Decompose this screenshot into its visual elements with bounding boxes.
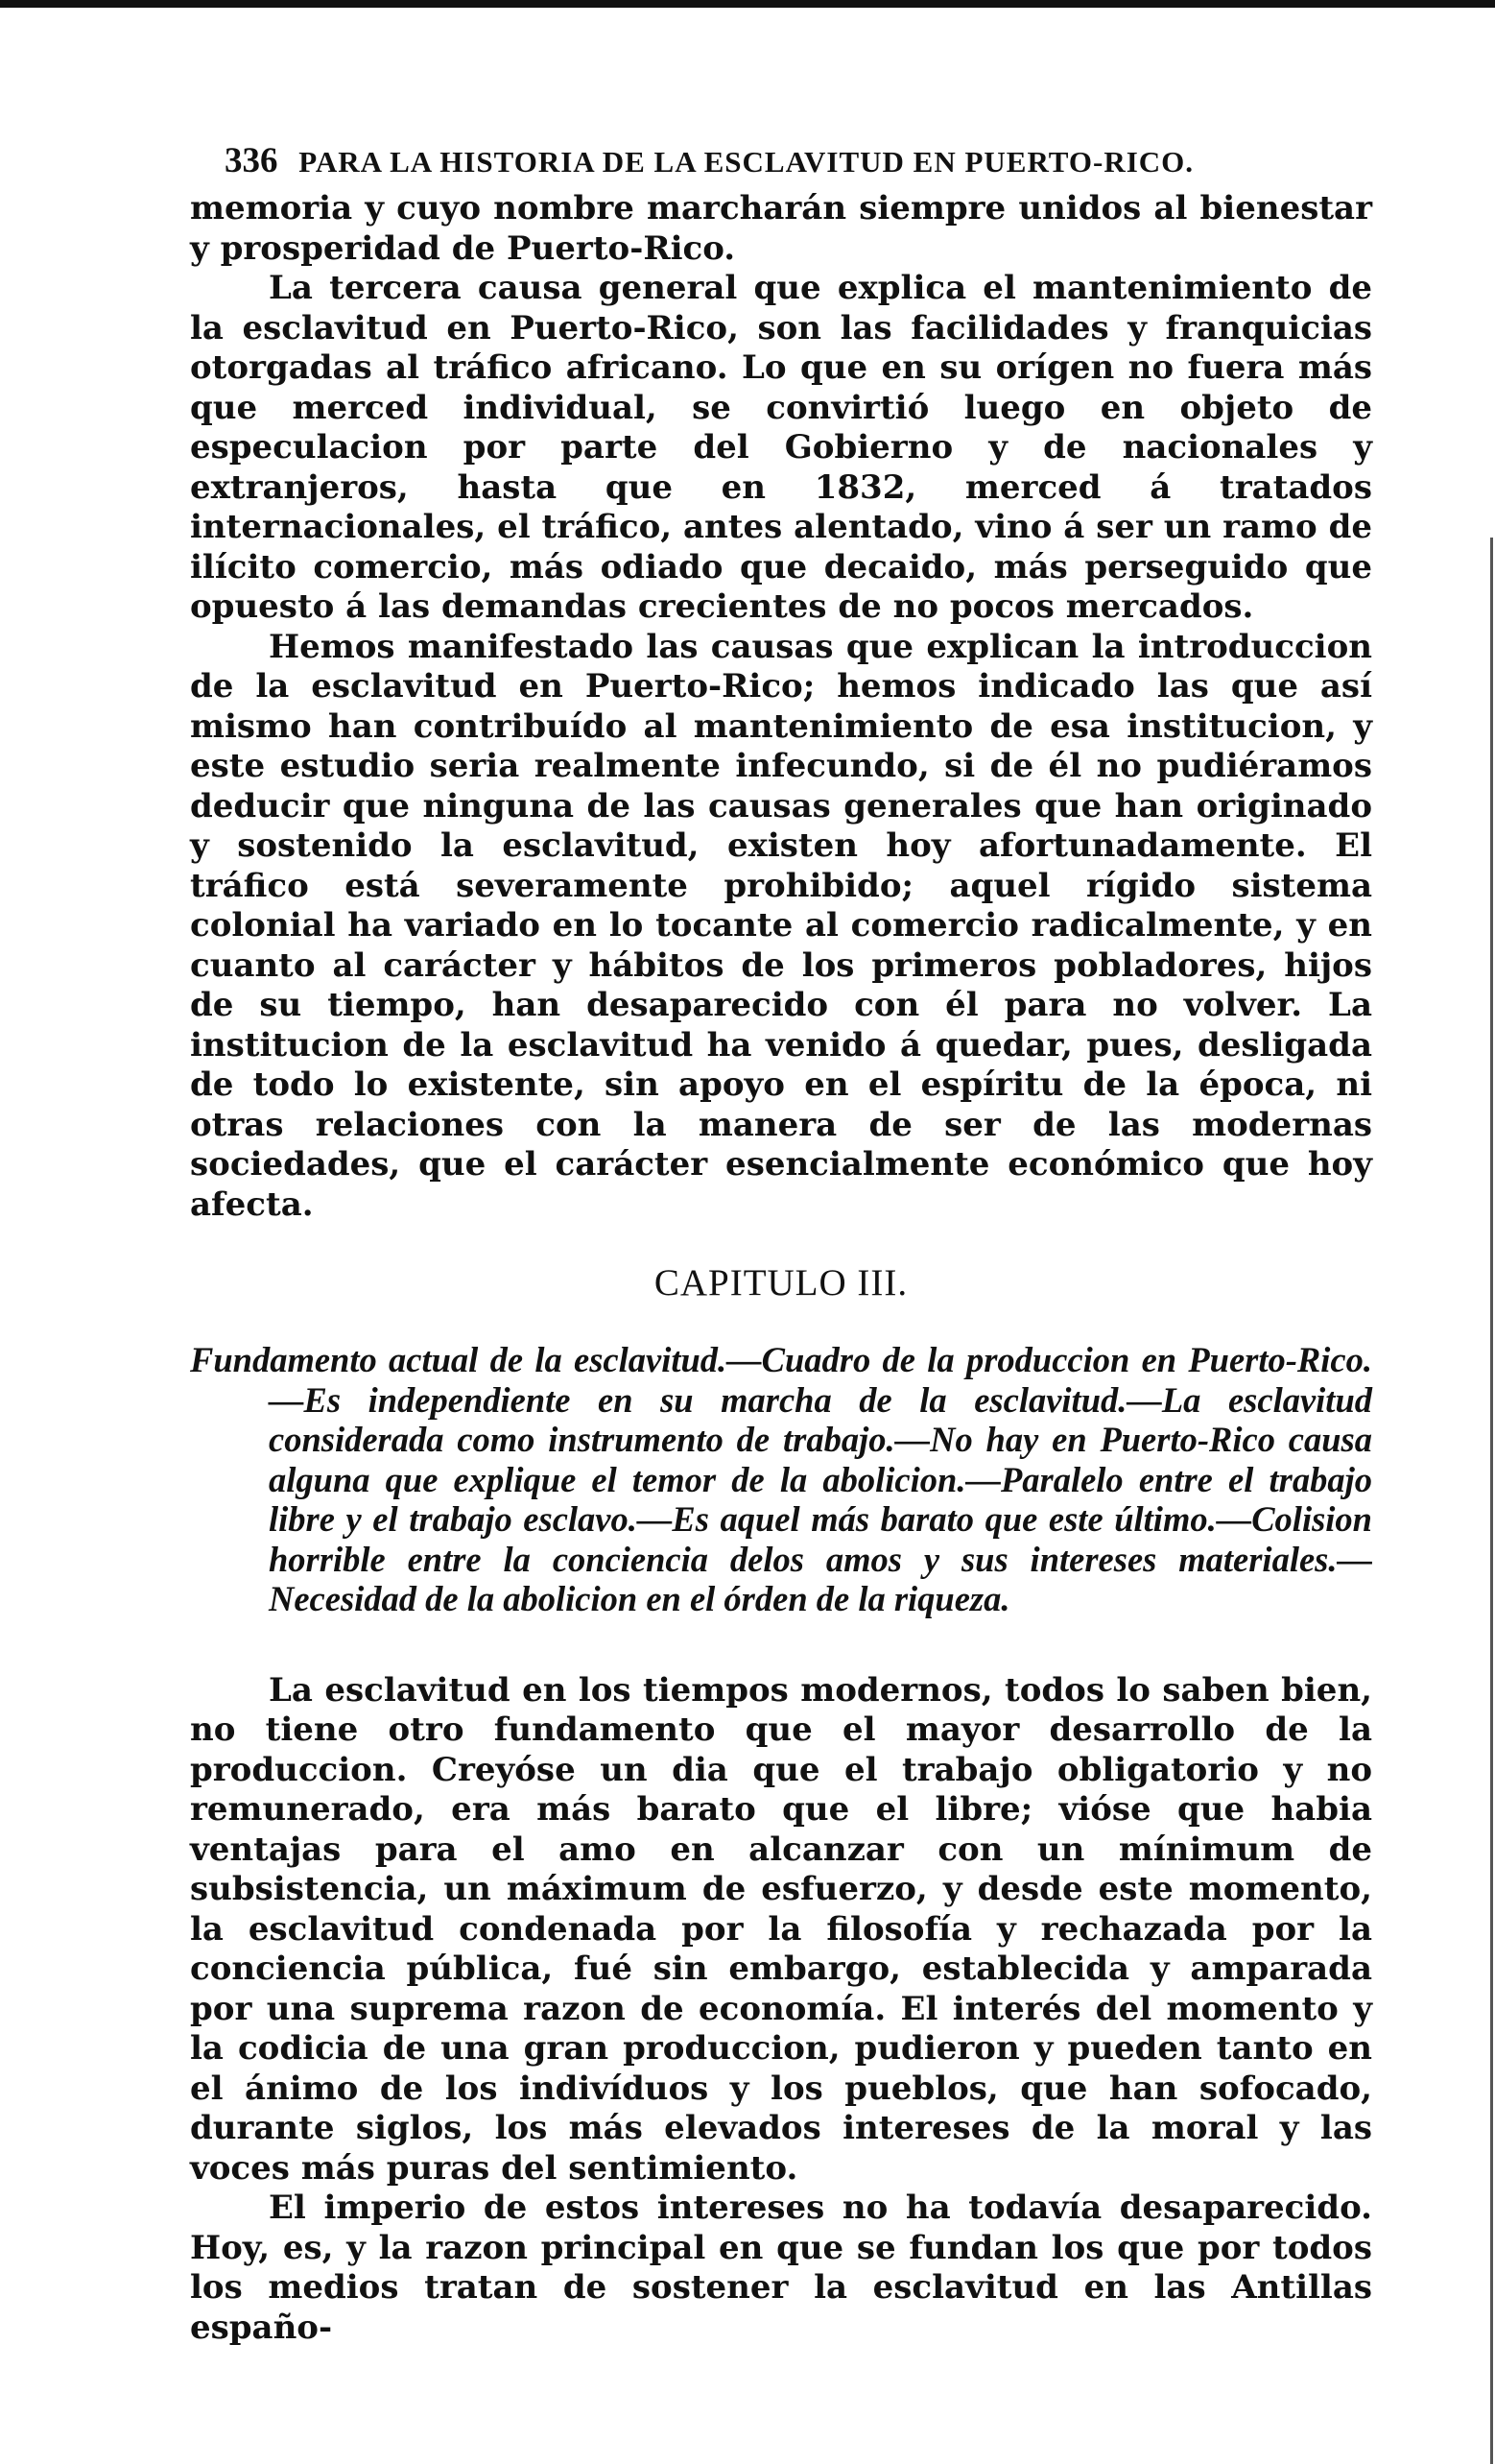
page-number: 336 (225, 141, 278, 180)
top-border-rule (0, 0, 1495, 8)
chapter-summary: Fundamento actual de la esclavitud.—Cuadro de la produccion en Puerto-Rico.—Es independiente en su marcha de la esclavitud.—La esclavitud considerada como instrumento de trabajo.—No hay en Puerto-Rico causa alguna que explique el temor de la abolicion.—Paralelo entre el trabajo libre y el trabajo esclavo.—Es aquel más barato que este último.—Colision horrible entre la conciencia delos amos y sus intereses materiales.—Necesidad de la abolicion en el órden de la riqueza. (190, 1340, 1372, 1618)
chapter-heading: CAPITULO III. (653, 1262, 909, 1304)
running-head (225, 134, 1372, 189)
paragraph-third-cause: La tercera causa general que explica el mantenimiento de la esclavitud en Puerto-Rico, son las facilidades y franquicias otorgadas al tráfico africano. Lo que en su orígen no fuera más que merced individual, se convirtió luego en objeto de especulacion por parte del Gobierno y de nacionales y extranjeros, hasta que en 1832, merced á tratados internacionales, el tráfico, antes alentado, vino á ser un ramo de ilícito comercio, más odiado que decaido, más perseguido que opuesto á las demandas crecientes de no pocos mercados. (190, 269, 1372, 626)
book-page (190, 134, 1372, 2348)
paragraph-interests: El imperio de estos intereses no ha todavía desaparecido. Hoy, es, y la razon principal en que se fundan los que por todos los medios tratan de sostener la esclavitud en las Antillas españo- (190, 2189, 1372, 2347)
paragraph-causes-summary: Hemos manifestado las causas que explican la introduccion de la esclavitud en Puerto-Rico; hemos indicado las que así mismo han contribuído al mantenimiento de esa institucion, y este estudio seria realmente infecundo, si de él no pudiéramos deducir que ninguna de las causas generales que han originado y sostenido la esclavitud, existen hoy afortunadamente. El tráfico está severamente prohibido; aquel rígido sistema colonial ha variado en lo tocante al comercio radicalmente, y en cuanto al carácter y hábitos de los primeros pobladores, hijos de su tiempo, han desaparecido con él para no volver. La institucion de la esclavitud ha venido á quedar, pues, desligada de todo lo existente, sin apoyo en el espíritu de la época, ni otras relaciones con la manera de ser de las modernas sociedades, que el carácter esencialmente económico que hoy afecta. (190, 627, 1372, 1224)
paragraph-modern-slavery: La esclavitud en los tiempos modernos, todos lo saben bien, no tiene otro fundamento que el mayor desarrollo de la produccion. Creyóse un dia que el trabajo obligatorio y no remunerado, era más barato que el libre; vióse que habia ventajas para el amo en alcanzar con un mínimum de subsistencia, un máximum de esfuerzo, y desde este momento, la esclavitud condenada por la filosofía y rechazada por la conciencia pública, fué sin embargo, establecida y amparada por una suprema razon de economía. El interés del momento y la codicia de una gran produccion, pudieron y pueden tanto en el ánimo de los indivíduos y los pueblos, que han sofocado, durante siglos, los más elevados intereses de la moral y las voces más puras del sentimiento. (190, 1670, 1372, 2188)
right-margin-rule (1490, 538, 1493, 2464)
running-title: PARA LA HISTORIA DE LA ESCLAVITUD EN PUERTO-RICO. (298, 145, 1195, 179)
paragraph-continuation: memoria y cuyo nombre marcharán siempre unidos al bienestar y prosperidad de Puerto-Rico. (190, 189, 1372, 268)
